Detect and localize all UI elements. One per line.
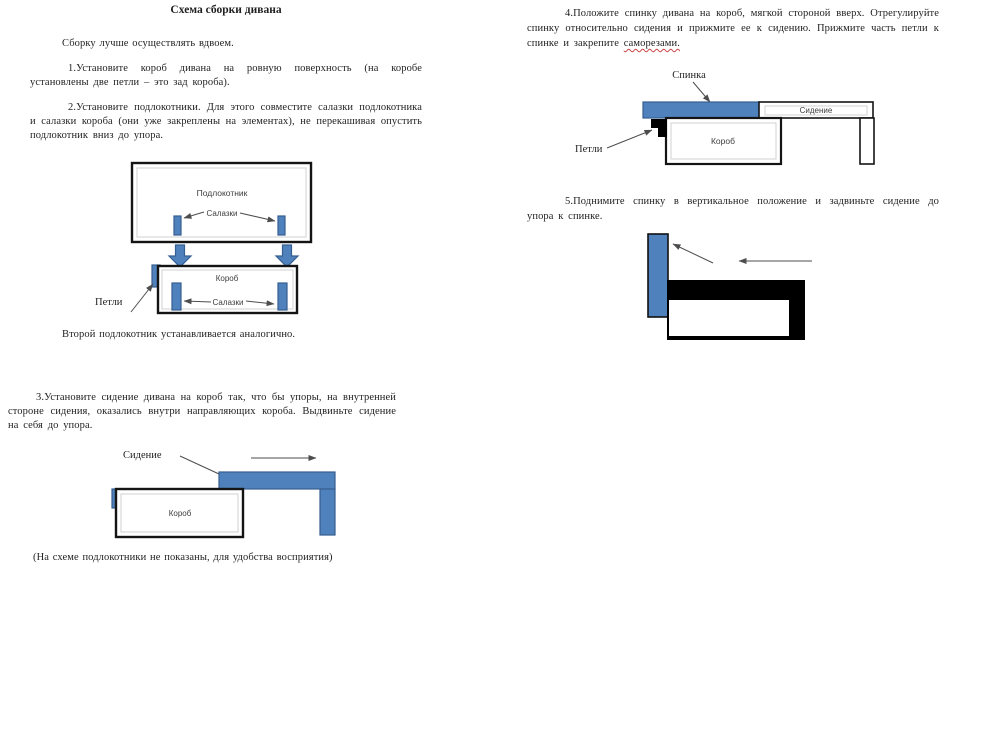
hinges-label: Петли [575,144,603,155]
armrest-slide-right [278,216,285,235]
step-1-paragraph: 1.Установите короб дивана на ровную поверхность (на коробе установлены две петли – это зад короба). [30,63,422,89]
armrest-label: Подлокотник [196,188,248,198]
back-panel-vertical [648,234,668,317]
seat-leg [860,118,874,164]
box-cavity [669,300,789,336]
slides-label-box: Салазки [212,298,244,307]
back-raised-diagram [640,228,825,348]
step-5-paragraph: 5.Поднимите спинку в вертикальное положение и задвиньте сидение до упора к спинке. [527,196,939,222]
hinges-pointer-icon [607,130,652,148]
back-placement-diagram [565,62,885,167]
down-arrow-icon [276,245,298,267]
box-label: Короб [710,136,736,146]
step-2-paragraph: 2.Установите подлокотники. Для этого совместите салазки подлокотника и салазки короба (они уже закреплены на элементах), не перекашивая опустить подлокотник вниз до упора. [30,102,422,142]
box-label: Короб [215,274,239,283]
raise-back-arrow-icon [673,244,713,263]
step-4-misspelled-word: саморезами. [623,38,680,49]
note-scheme-paragraph: (На схеме подлокотники не показаны, для удобства восприятия) [33,552,333,563]
armrest-installation-diagram [85,160,330,322]
back-label: Спинка [672,70,706,81]
box-slide-right [278,283,287,310]
note-armrest-paragraph: Второй подлокотник устанавливается аналогично. [62,329,296,340]
document-title: Схема сборки дивана [170,4,282,16]
back-pointer-icon [693,82,710,102]
hinges-label: Петли [95,297,123,308]
seat-installation-diagram [95,445,345,545]
slides-label-armrest: Салазки [206,209,238,218]
seat-leader-line [180,456,219,474]
step-3-paragraph: 3.Установите сидение дивана на короб так, что бы упоры, на внутренней стороне сидения, оказались внутри направляющих короба. Выдвиньте сидение на себя до упора. [8,392,396,432]
seat-panel [219,472,335,489]
seat-label: Сидение [123,450,162,461]
box-label: Короб [168,509,192,518]
down-arrow-icon [169,245,191,267]
step-4-text: 4.Положите спинку дивана на короб, мягкой стороной вверх. Отрегулируйте спинку относительно сидения и прижмите ее к сидению. Прижмите часть петли к спинке и закрепите [527,8,939,49]
armrest-slide-left [174,216,181,235]
seat-leg [320,489,335,535]
intro-paragraph: Сборку лучше осуществлять вдвоем. [62,38,234,49]
hinges-pointer-icon [131,284,153,312]
box-slide-left [172,283,181,310]
step-4-paragraph [527,6,939,51]
hinge-rect [658,120,667,137]
seat-label: Сидение [799,106,833,115]
back-panel [643,102,760,118]
